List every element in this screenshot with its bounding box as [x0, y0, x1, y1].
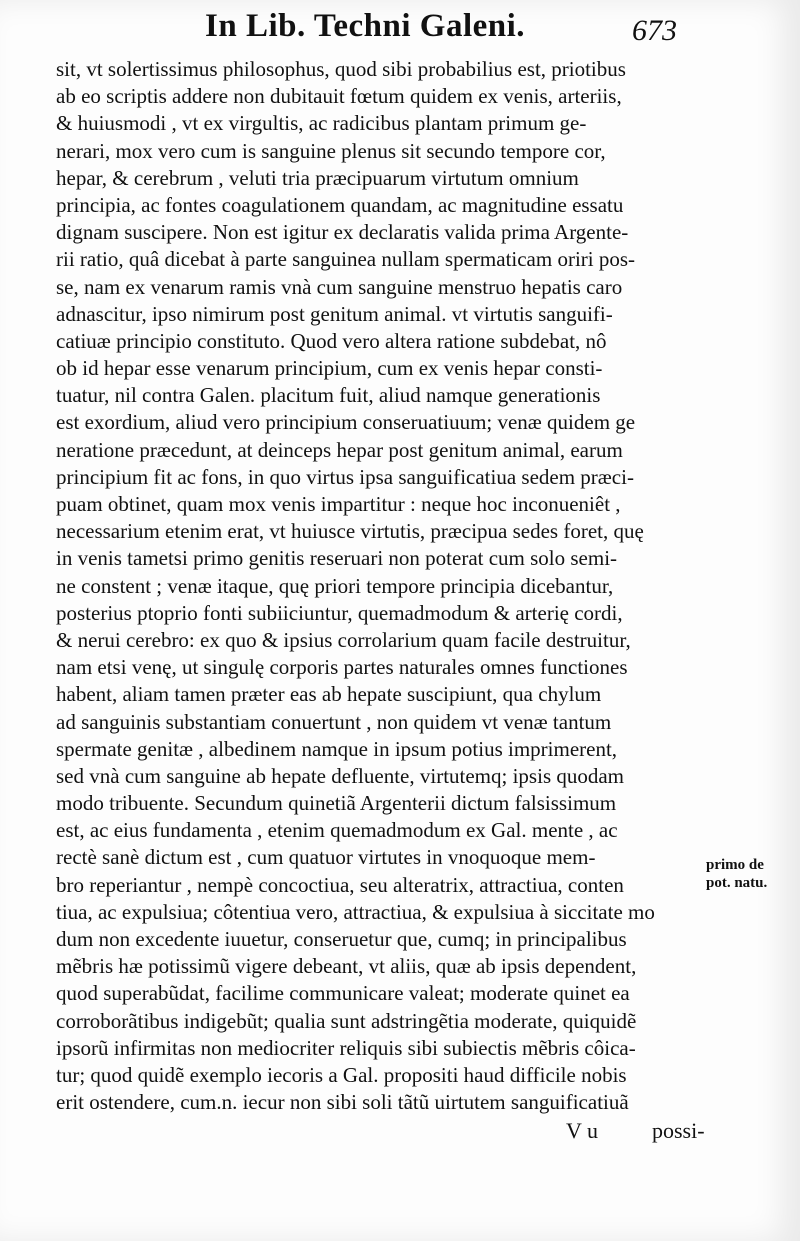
text-line: modo tribuente. Secundum quinetiã Argenterii dictum falsissimum	[56, 791, 617, 816]
text-line: corroborãtibus indigebũt; qualia sunt adstringẽtia moderate, quiquidẽ	[56, 1008, 637, 1033]
text-line: adnascitur, ipso nimirum post genitum animal. vt virtutis sanguifi-	[56, 301, 613, 326]
text-line: spermate genitæ , albedinem namque in ipsum potius imprimerent,	[56, 736, 618, 761]
text-line: tuatur, nil contra Galen. placitum fuit, aliud namque generationis	[56, 383, 601, 408]
page-header	[0, 8, 800, 54]
margin-note	[706, 856, 798, 892]
text-line: & huiusmodi , vt ex virgultis, ac radicibus plantam primum ge-	[56, 111, 587, 136]
text-line: habent, aliam tamen præter eas ab hepate suscipiunt, qua chylum	[56, 682, 602, 707]
page-number: 673	[632, 14, 677, 47]
text-line: bro reperiantur , nempè concoctiua, seu alteratrix, attractiua, conten	[56, 872, 624, 897]
text-line: nerari, mox vero cum is sanguine plenus sit secundo tempore cor,	[56, 138, 606, 163]
margin-note-line: primo de	[706, 857, 764, 873]
text-line: sit, vt solertissimus philosophus, quod sibi probabilius est, priotibus	[56, 57, 626, 81]
text-line: necessarium etenim erat, vt huiusce virtutis, præcipua sedes foret, quę	[56, 519, 644, 544]
text-line: ob id hepar esse venarum principium, cum ex venis hepar consti-	[56, 356, 603, 381]
text-line: & nerui cerebro: ex quo & ipsius corrolarium quam facile destruitur,	[56, 627, 631, 652]
text-line: tiua, ac expulsiua; côtentiua vero, attractiua, & expulsiua à siccitate mo	[56, 899, 655, 924]
text-line: in venis tametsi primo genitis reseruari non poterat cum solo semi-	[56, 546, 618, 571]
text-block	[56, 56, 704, 1116]
text-line: quod superabũdat, facilime communicare valeat; moderate quinet ea	[56, 981, 630, 1006]
catchword: possi-	[652, 1118, 705, 1143]
text-line: rii ratio, quâ dicebat à parte sanguinea nullam spermaticam oriri pos-	[56, 247, 636, 272]
signature-mark: V u	[566, 1118, 598, 1143]
text-line: est exordium, aliud vero principium conseruatiuum; venæ quidem ge	[56, 410, 636, 435]
text-line: ab eo scriptis addere non dubitauit fœtum quidem ex venis, arteriis,	[56, 84, 622, 109]
text-line: ad sanguinis substantiam conuertunt , non quidem vt venæ tantum	[56, 709, 612, 734]
text-line: nam etsi venę, ut singulę corporis partes naturales omnes functiones	[56, 655, 628, 680]
text-line: mẽbris hæ potissimũ vigere debeant, vt aliis, quæ ab ipsis dependent,	[56, 954, 637, 979]
text-line: catiuæ principio constituto. Quod vero altera ratione subdebat, nô	[56, 328, 607, 353]
text-line: rectè sanè dictum est , cum quatuor virtutes in vnoquoque mem-	[56, 845, 596, 870]
margin-note-line: pot. natu.	[706, 875, 768, 891]
text-line: principia, ac fontes coagulationem quandam, ac magnitudine essatu	[56, 192, 624, 217]
text-line: dignam suscipere. Non est igitur ex declaratis valida prima Argente-	[56, 220, 629, 245]
text-line: erit ostendere, cum.n. iecur non sibi soli tãtũ uirtutem sanguificatiuã	[56, 1090, 629, 1115]
page-footer	[0, 1118, 800, 1158]
text-line: puam obtinet, quam mox venis impartitur : neque hoc inconueniêt ,	[56, 492, 621, 516]
text-line: ne constent ; venæ itaque, quę priori tempore principia dicebantur,	[56, 573, 614, 598]
text-line: se, nam ex venarum ramis vnà cum sanguine menstruo hepatis caro	[56, 274, 623, 299]
text-line: dum non excedente iuuetur, conseruetur que, cumq; in principalibus	[56, 927, 627, 951]
text-line: est, ac eius fundamenta , etenim quemadmodum ex Gal. mente , ac	[56, 818, 618, 843]
text-line: sed vnà cum sanguine ab hepate defluente, virtutemq; ipsis quodam	[56, 763, 625, 788]
text-line: hepar, & cerebrum , veluti tria præcipuarum virtutum omnium	[56, 165, 579, 190]
text-line: neratione præcedunt, at deinceps hepar post genitum animal, earum	[56, 437, 623, 462]
running-head: In Lib. Techni Galeni.	[205, 8, 526, 44]
text-line: posterius ptoprio fonti subiiciuntur, quemadmodum & arterię cordi,	[56, 600, 623, 625]
text-line: principium fit ac fons, in quo virtus ipsa sanguificatiua sedem præci-	[56, 464, 634, 489]
text-line: ipsorũ infirmitas non mediocriter reliquis sibi subiectis mẽbris côica-	[56, 1035, 636, 1060]
text-line: tur; quod quidẽ exemplo iecoris a Gal. propositi haud difficile nobis	[56, 1062, 627, 1087]
